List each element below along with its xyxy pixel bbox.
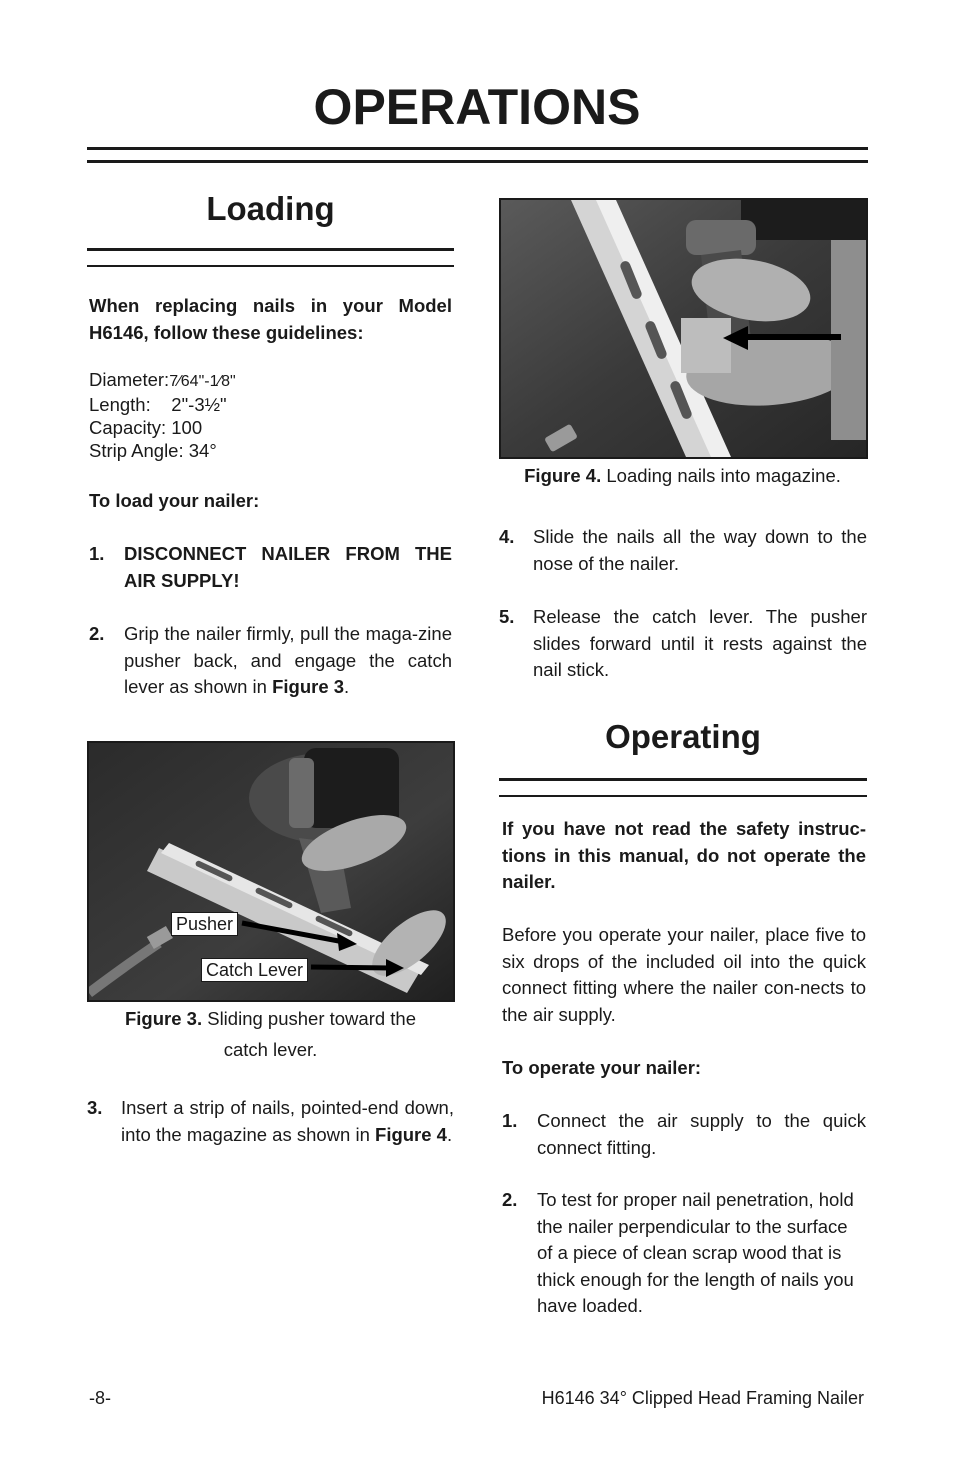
step-number: 3. — [87, 1097, 103, 1118]
step-text: Slide the nails all the way down to the nose of the nailer. — [533, 526, 867, 574]
title-rule-bottom — [87, 160, 868, 163]
operating-rule-bottom — [499, 795, 867, 797]
caption-label: Figure 4. — [524, 465, 602, 486]
page-title: OPERATIONS — [313, 79, 641, 135]
footer-product-name: H6146 34° Clipped Head Framing Nailer — [541, 1388, 864, 1408]
load-step-1 — [89, 541, 452, 597]
loading-rule-top — [87, 248, 454, 251]
operating-rule-top — [499, 778, 867, 781]
loading-intro: When replacing nails in your Model H6146, follow these guidelines: — [89, 295, 452, 343]
load-step-3 — [87, 1095, 454, 1177]
step-text: Grip the nailer firmly, pull the maga-zine pusher back, and engage the catch lever as shown in Figure 3. — [124, 623, 452, 697]
operate-subheading: To operate your nailer: — [502, 1057, 702, 1078]
spec-length: Length: 2"-3½" — [89, 394, 227, 415]
operate-step-1 — [502, 1108, 866, 1164]
title-rule-top — [87, 147, 868, 150]
load-step-2 — [89, 621, 452, 703]
safety-warning: If you have not read the safety instruc-tions in this manual, do not operate the nailer. — [502, 818, 866, 892]
right-step-4 — [499, 524, 867, 580]
spec-diameter: Diameter:7⁄64"-1⁄8" — [89, 369, 236, 390]
figure-3-caption: Figure 3. Sliding pusher toward the catch lever. — [87, 1003, 454, 1065]
step-text: To test for proper nail penetration, hold the nailer perpendicular to the surface of a piece of clean scrap wood that is thick enough for the length of nails you have loaded. — [537, 1189, 854, 1316]
right-step-5 — [499, 604, 867, 686]
step-number: 5. — [499, 606, 515, 627]
figure-4-caption: Figure 4. Loading nails into magazine. — [524, 465, 841, 486]
load-subheading: To load your nailer: — [89, 490, 260, 511]
oil-instructions: Before you operate your nailer, place five to six drops of the included oil into the quick connect fitting where the nailer con-nects to the air supply. — [502, 924, 866, 1025]
step-text: Connect the air supply to the quick connect fitting. — [537, 1110, 866, 1158]
loading-rule-bottom — [87, 265, 454, 267]
figure-4-image — [499, 198, 868, 459]
figure-ref: Figure 3 — [272, 676, 345, 697]
spec-strip-angle: Strip Angle: 34° — [89, 440, 217, 461]
step-number: 4. — [499, 526, 515, 547]
operating-heading: Operating — [605, 718, 761, 755]
loading-nails-photo — [501, 200, 866, 457]
page-number: -8- — [89, 1388, 111, 1408]
spec-list — [89, 368, 452, 462]
figure-ref: Figure 4 — [375, 1123, 447, 1145]
caption-line-2: catch lever. — [223, 1039, 318, 1060]
callout-pusher: Pusher — [171, 912, 238, 936]
loading-heading: Loading — [206, 190, 335, 227]
step-text: Release the catch lever. The pusher slides forward until it rests against the nail stick. — [533, 606, 867, 680]
step-number: 1. — [89, 543, 105, 564]
operate-step-2 — [502, 1187, 866, 1327]
caption-label: Figure 3. — [124, 1008, 203, 1029]
spec-capacity: Capacity: 100 — [89, 417, 203, 438]
step-text: DISCONNECT NAILER FROM THE AIR SUPPLY! — [124, 543, 452, 591]
step-number: 1. — [502, 1110, 518, 1131]
step-number: 2. — [502, 1189, 518, 1210]
step-text: Insert a strip of nails, pointed-end down, into the magazine as shown in Figure 4. — [121, 1097, 454, 1145]
step-number: 2. — [89, 623, 105, 644]
callout-catch-lever: Catch Lever — [201, 958, 308, 982]
